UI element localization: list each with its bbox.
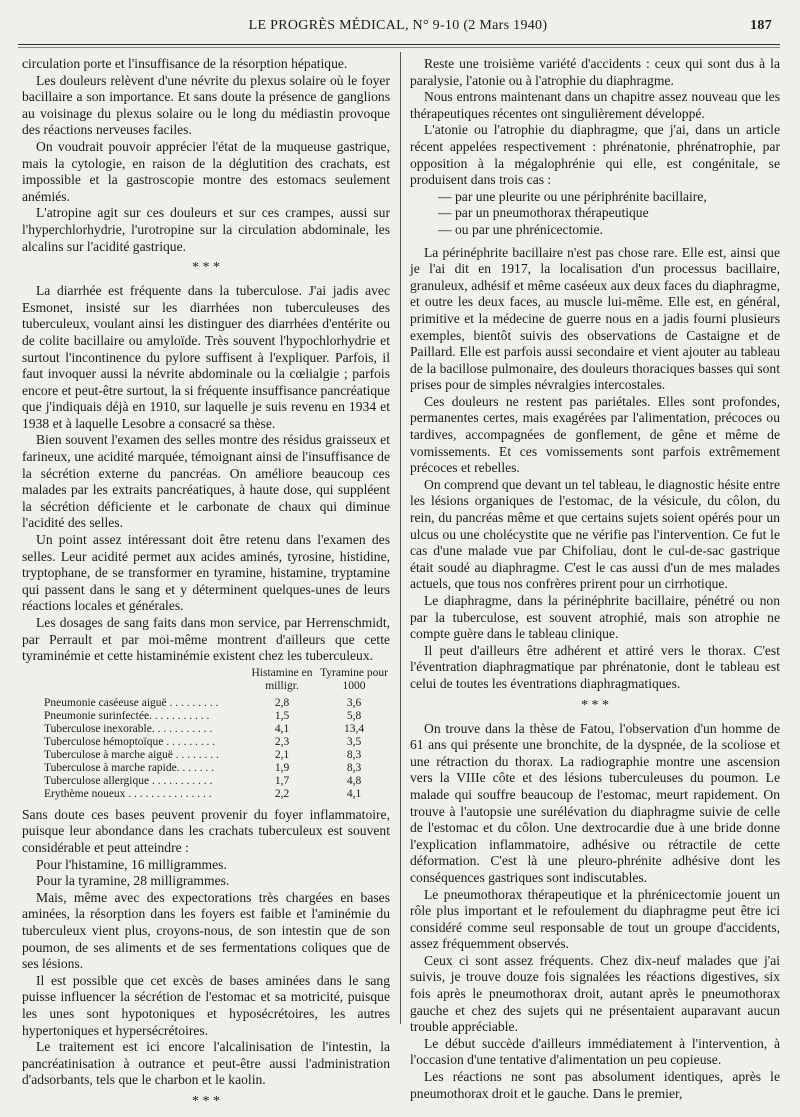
tyramine-value: 4,8 (346, 774, 362, 787)
row-label: Tuberculose hémoptoïque . . . . . . . . . (44, 735, 216, 748)
tyramine-value: 4,1 (346, 787, 362, 800)
running-title: LE PROGRÈS MÉDICAL, N° 9-10 (2 Mars 1940) (248, 18, 548, 33)
paragraph: Nous entrons maintenant dans un chapitre assez nouveau que les thérapeutiques récentes ont singulièrement développé. (410, 89, 780, 121)
paragraph: circulation porte et l'insuffisance de la résorption hépatique. (22, 56, 348, 71)
paragraph: Ces douleurs ne restent pas pariétales. Elles sont profondes, permanentes certes, mais exagérées par l'alimentation, précoces ou tardives, accompagnées de gonflement, de gêne et même de vomissements. Et ces vomissements sont parfois extrêmement précoces et rebelles. (410, 393, 780, 476)
section-separator: * * * (192, 260, 220, 276)
paragraph: On comprend que devant un tel tableau, le diagnostic hésite entre les lésions organiques de l'estomac, de la vésicule, du côlon, du rein, du pancréas même et que certains sujets soient opérés pour un ulcus ou une cholécystite que ne vérifie pas l'intervention. Ce fut le cas d'une malade vue par Chifoliau, dont le cul-de-sac gastrique était soudé au diaphragme. C'est le cas aussi d'un de mes malades actuels, que tous nos confrères prirent pour un cirrhotique. (410, 476, 780, 592)
histamine-value: 2,2 (274, 787, 290, 800)
tyramine-value: 3,5 (346, 735, 362, 748)
histamine-value: 2,8 (274, 696, 290, 709)
right-column (410, 56, 780, 1102)
paragraph: Les réactions ne sont pas absolument identiques, après le pneumothorax droit et le gauche. Dans le premier, (410, 1069, 780, 1101)
column-header-histamine: Histamine en milligr. (251, 666, 313, 692)
section-separator: * * * (581, 697, 609, 713)
tyramine-value: 8,3 (346, 761, 362, 774)
tyramine-value: 8,3 (346, 748, 362, 761)
row-label: Tuberculose à marche rapide. . . . . . . (44, 761, 215, 774)
histamine-value: 1,9 (274, 761, 290, 774)
paragraph: Bien souvent l'examen des selles montre des résidus graisseux et farineux, une acidité marquée, témoignant ainsi de l'insuffisance de la sécrétion externe du pancréas. On améliore beaucoup ces malades par les extraits pancréatiques, à haute dose, qui suppléent la sécrétion déficiente et le carbonate de chaux qui diminue l'acidité des selles. (22, 432, 390, 531)
header-rule-secondary (18, 47, 780, 48)
table-row (22, 775, 390, 788)
header-rule (18, 44, 780, 45)
paragraph: On trouve dans la thèse de Fatou, l'observation d'un homme de 61 ans qui présente une bronchite, de la dyspnée, de la scoliose et une rétraction du thorax. La radiographie montre une ascension vers la VIIIe côte et des lésions tuberculeuses du poumon. Le malade qui souffre beaucoup de l'estomac, meurt rapidement. On trouve à l'autopsie une surélévation du diaphragme suivie de celle de l'estomac et du côlon. Une dextrocardie due à une bride donne l'explication inflammatoire, adhésive ou rétractile de cette déformation. C'est là une pleuro-phrénite adhésive dont les conséquences gastriques sont indiscutables. (410, 720, 780, 885)
paragraph: Ceux ci sont assez fréquents. Chez dix-neuf malades que j'ai suivis, je trouve douze fois signalées les réactions digestives, six fois après le pneumothorax droit, autant après le pneumothorax gauche et chez des sujets qui ne présentaient auparavant aucun trouble appréciable. (410, 952, 780, 1035)
page-number: 187 (750, 18, 772, 33)
row-label: Erythème noueux . . . . . . . . . . . . . . . (44, 787, 212, 800)
table-header-row (22, 667, 390, 697)
table-row (22, 762, 390, 775)
page-header (24, 18, 772, 40)
paragraph: Le diaphragme, dans la périnéphrite bacillaire, pénétré ou non par la tuberculose, est souvent atrophié, mais son atrophie ne compte guère dans le tableau clinique. (410, 593, 780, 642)
paragraph: La diarrhée est fréquente dans la tuberculose. J'ai jadis avec Esmonet, insisté sur les diarrhées non tuberculeuses des tuberculeux, voulant ainsi les distinguer des diarrhées d'entérite ou de colite bacillaire ou amyloïde. Très souvent l'hypochlorhydrie et surtout l'incontinence du pylore suffisent à l'expliquer. Parfois, il faut invoquer aussi la névrite abdominale ou la cœlialgie ; parfois encore et peut-être surtout, la si fréquente insuffisance pancréatique que j'indiquais déjà en 1910, sur laquelle je suis revenu en 1934 et 1938 et à laquelle Lesobre a consacré sa thèse. (22, 283, 390, 431)
list-item: — par un pneumothorax thérapeutique (438, 205, 649, 221)
table-row (22, 723, 390, 736)
amine-levels-table (22, 667, 390, 801)
histamine-value: 2,1 (274, 748, 290, 761)
paragraph: Un point assez intéressant doit être retenu dans l'examen des selles. Leur acidité permet aux acides aminés, tyrosine, histidine, tryptophane, de se transformer en tyramine, histamine, tryptamine qui passent dans le sang et y déterminent quelques-unes de leurs réactions locales et générales. (22, 532, 390, 614)
paragraph: Le pneumothorax thérapeutique et la phrénicectomie jouent un rôle plus important et le refoulement du diaphragme peut être ici considéré comme seul responsable de tout un groupe d'accidents, assez fréquemment observés. (410, 886, 780, 952)
paragraph: Pour l'histamine, 16 milligrammes. (36, 856, 227, 872)
column-divider (400, 52, 401, 1024)
histamine-value: 2,3 (274, 735, 290, 748)
row-label: Tuberculose allergique . . . . . . . . . . . (44, 774, 213, 787)
paragraph: La périnéphrite bacillaire n'est pas chose rare. Elle est, ainsi que je l'ai dit en 1917, la localisation d'un processus bacillaire, granuleux, adhésif et même caséeux aux deux faces du diaphragme, et outre les deux faces, au muscle lui-même. Elle est, en général, primitive et la médecine de guerre nous en a jadis fourni plusieurs exemples, bientôt suivis des observations de Castaigne et de Paillard. Elle est parfois aussi secondaire et vient ajouter au tableau de la bacillose pulmonaire, des douleurs thoraciques basses qui sont prises pour de simples névralgies intercostales. (410, 244, 780, 393)
paragraph: On voudrait pouvoir apprécier l'état de la muqueuse gastrique, mais la cytologie, en raison de la déglutition des crachats, est impossible et la gastroscopie montre des estomacs seulement anémiés. (22, 138, 390, 204)
tyramine-value: 3,6 (346, 696, 362, 709)
histamine-value: 1,7 (274, 774, 290, 787)
paragraph: L'atropine agit sur ces douleurs et sur ces crampes, aussi sur l'hyperchlorhydrie, l'urotropine sur la circulation abdominale, les alcalins sur l'acidité gastrique. (22, 205, 390, 254)
tyramine-value: 5,8 (346, 709, 362, 722)
paragraph: Il peut d'ailleurs être adhérent et attiré vers le thorax. C'est l'éventration diaphragmatique par phrénatonie, dont le tableau est celui de toutes les éventrations diaphragmatiques. (410, 642, 780, 691)
histamine-value: 1,5 (274, 709, 290, 722)
histamine-value: 4,1 (274, 722, 290, 735)
paragraph: L'atonie ou l'atrophie du diaphragme, que j'ai, dans un article récent appelées respectivement : phrénatonie, phrénatrophie, par opposition à la mégalophrénie qui elle, est congénitale, se produisent dans trois cas : (410, 122, 780, 188)
table-row (22, 736, 390, 749)
left-column (22, 56, 390, 1117)
paragraph: Le début succède d'ailleurs immédiatement à l'intervention, à l'occasion d'une tentative d'alimentation un peu copieuse. (410, 1035, 780, 1068)
paragraph: Sans doute ces bases peuvent provenir du foyer inflammatoire, puisque leur abondance dans les crachats tuberculeux est souvent considérable et peut atteindre : (22, 806, 390, 855)
table-row (22, 710, 390, 723)
paragraph: Le traitement est ici encore l'alcalinisation de l'intestin, la pancréatinisation à outrance et peut-être aussi l'administration d'adsorbants, tels que le charbon et le kaolin. (22, 1039, 390, 1088)
tyramine-value: 13,4 (343, 722, 365, 735)
paragraph: Les dosages de sang faits dans mon service, par Herrenschmidt, par Perrault et par moi-même montrent d'ailleurs que cette tyraminémie et cette histaminémie existent chez les tuberculeux. (22, 615, 390, 664)
row-label: Pneumonie surinfectée. . . . . . . . . . . (44, 709, 210, 722)
row-label: Tuberculose à marche aiguë . . . . . . . . (44, 748, 219, 761)
paragraph: Pour la tyramine, 28 milligrammes. (36, 873, 230, 889)
column-header-tyramine: Tyramine pour 1000 (320, 666, 388, 692)
paragraph: Les douleurs relèvent d'une névrite du plexus solaire où le foyer bacillaire a son importance. Et sans doute la présence de ganglions au voisinage du plexus solaire ou le long du médiastin provoque des réactions nerveuses faciles. (22, 72, 390, 138)
table-row (22, 788, 390, 801)
list-item: — par une pleurite ou une périphrénite bacillaire, (438, 188, 707, 204)
paragraph: Mais, même avec des expectorations très chargées en bases aminées, la résorption dans les foyers est faible et l'aminémie du tuberculeux vient plus, croyons-nous, de son intestin que de son poumon, de ses aliments et de ses fermentations coliques que de ses lésions. (22, 889, 390, 972)
paragraph: Il est possible que cet excès de bases aminées dans le sang puisse influencer la sécrétion de l'estomac et sa motricité, puisque les unes sont hypotoniques et hyposécrétoires, les autres hypertoniques et hypersécrétoires. (22, 972, 390, 1038)
paragraph: Reste une troisième variété d'accidents : ceux qui sont dus à la paralysie, l'atonie ou à l'atrophie du diaphragme. (410, 56, 780, 88)
section-separator: * * * (192, 1093, 220, 1109)
table-row (22, 697, 390, 710)
row-label: Pneumonie caséeuse aiguë . . . . . . . . . (44, 696, 219, 709)
table-row (22, 749, 390, 762)
row-label: Tuberculose inexorable. . . . . . . . . . . (44, 722, 213, 735)
list-item: — ou par une phrénicectomie. (438, 221, 603, 237)
